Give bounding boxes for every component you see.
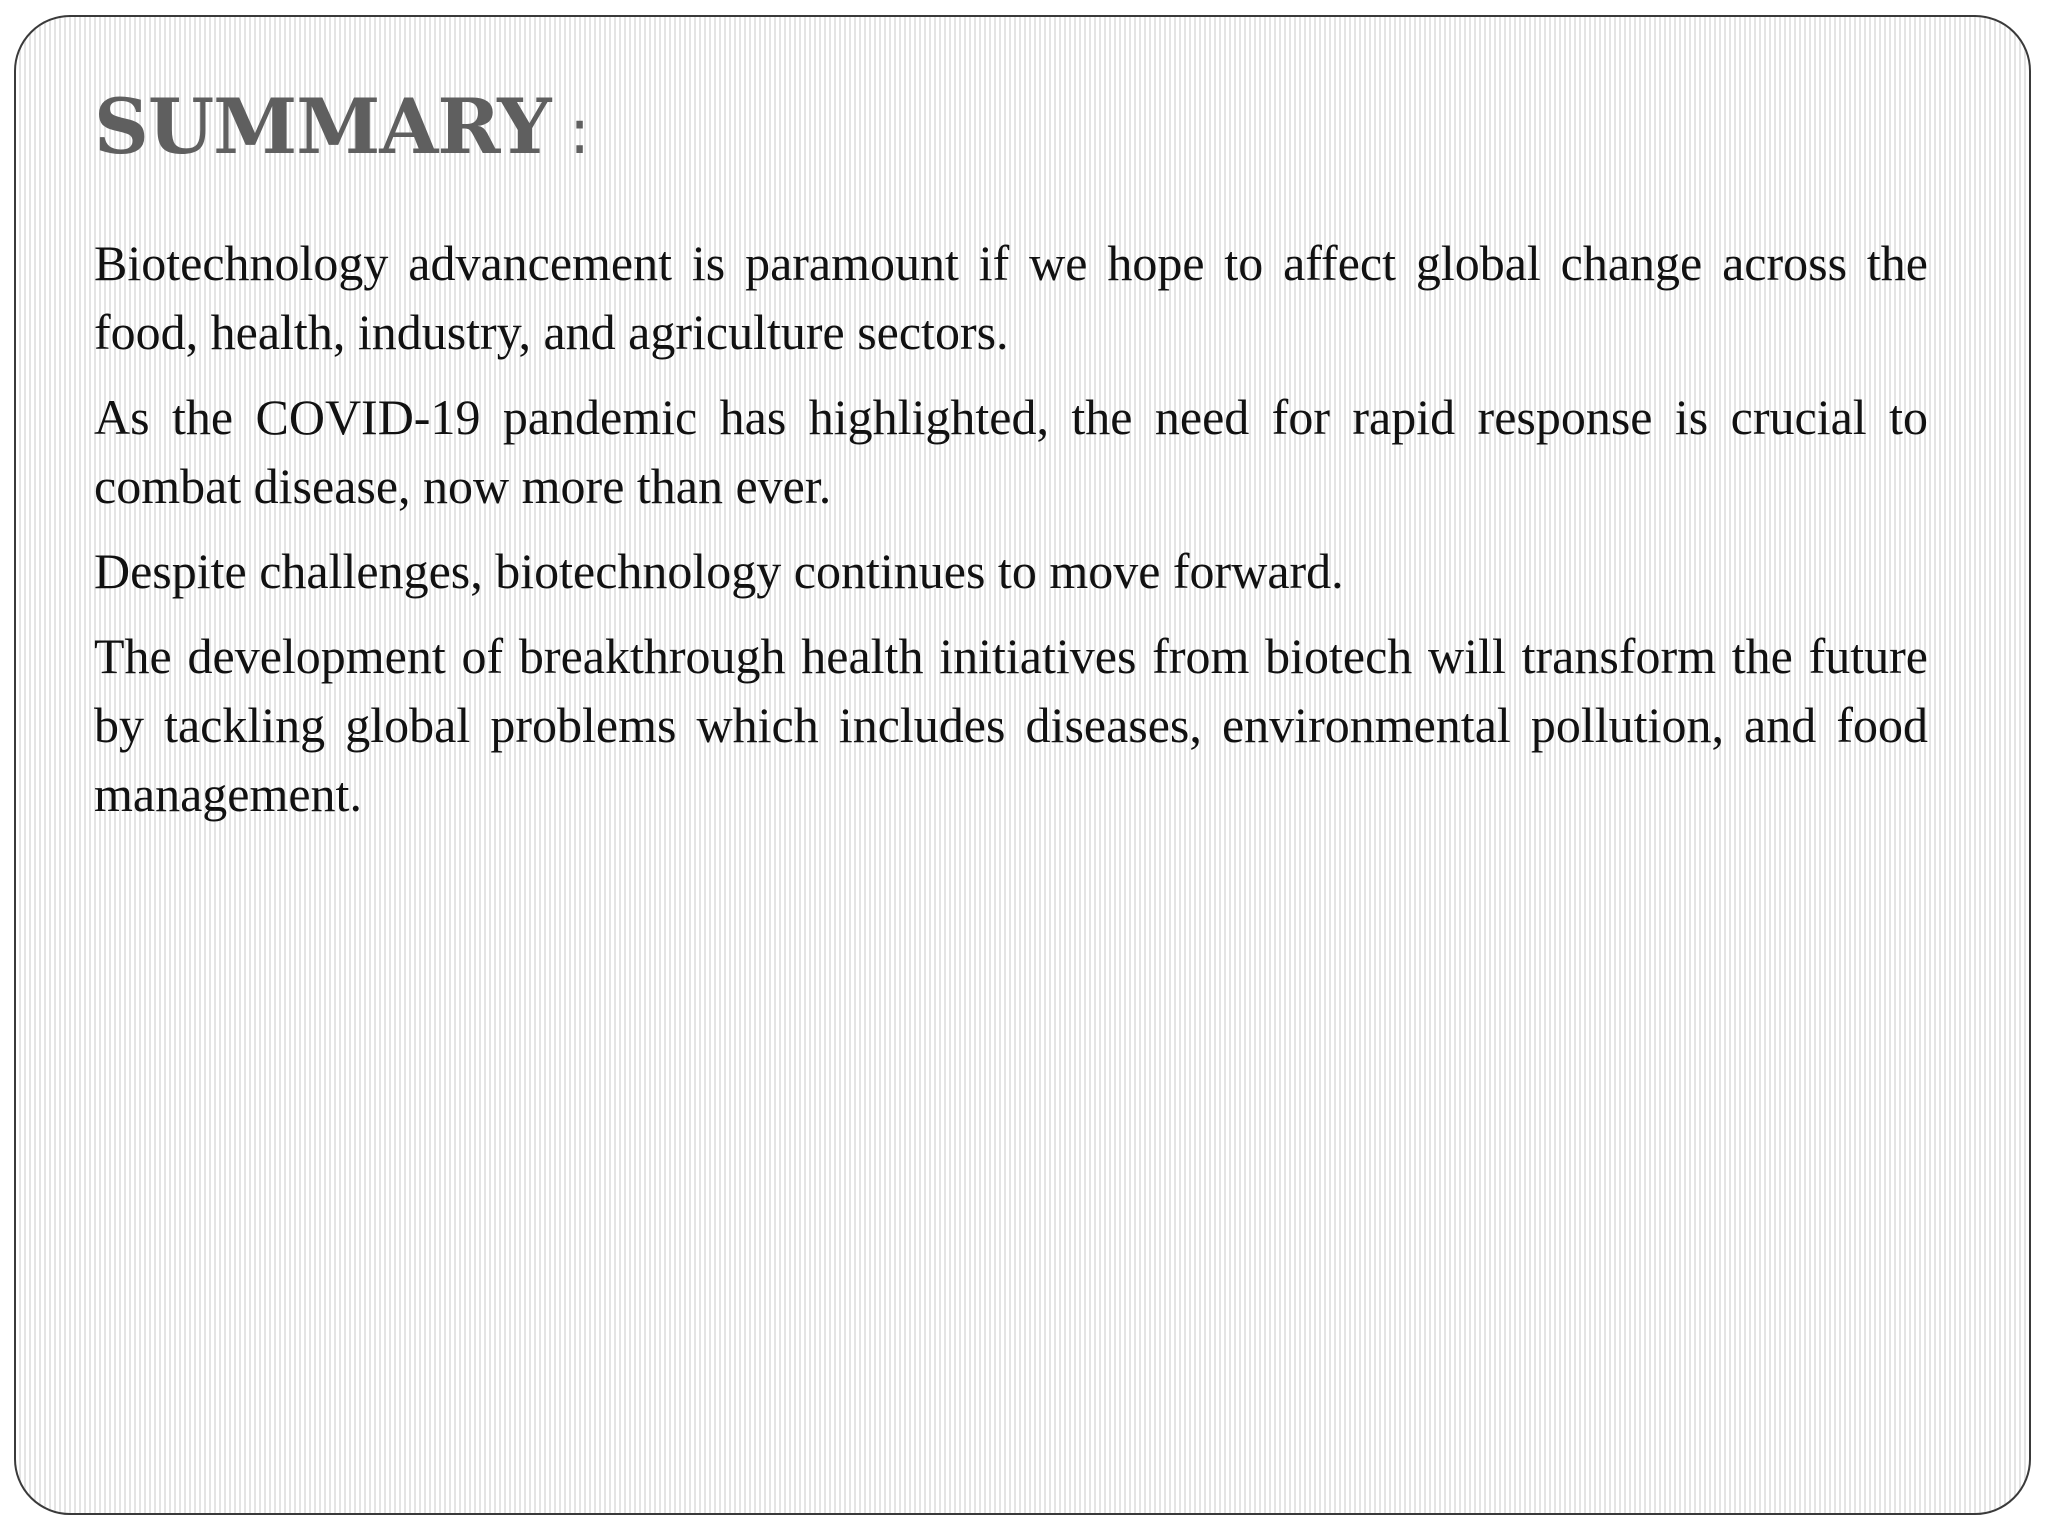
slide-body <box>94 229 1928 845</box>
summary-paragraph-3: Despite challenges, biotechnology continues to move forward. <box>94 543 1344 599</box>
slide-title-text: SUMMARY <box>94 82 551 171</box>
summary-paragraph-1: Biotechnology advancement is paramount if we hope to affect global change across the food, health, industry, and agriculture sectors. <box>94 235 1928 360</box>
slide-title <box>94 82 590 171</box>
summary-paragraph-2: As the COVID-19 pandemic has highlighted, the need for rapid response is crucial to combat disease, now more than ever. <box>94 389 1928 514</box>
summary-paragraph-4: The development of breakthrough health initiatives from biotech will transform the future by tackling global problems which includes diseases, environmental pollution, and food management. <box>94 628 1928 822</box>
slide-title-colon: : <box>550 95 590 168</box>
slide-frame <box>14 15 2031 1515</box>
